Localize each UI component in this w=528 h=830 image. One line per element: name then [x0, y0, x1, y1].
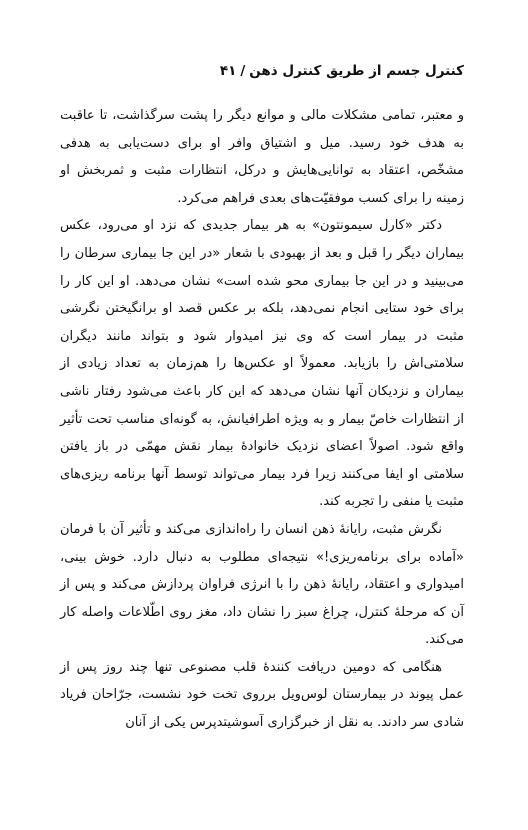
page-number: ۴۱	[219, 63, 237, 79]
chapter-title: کنترل جسم از طریق کنترل ذهن	[249, 63, 464, 79]
paragraph-1: و معتبر، تمامی مشکلات مالی و موانع دیگر را پشت سرگذاشت، تا عاقبت به هدف خود رسید. میل و اشتیاق وافر او برای دست‌یابی به هدفی مشخّص، اعتقاد به توانایی‌هایش و درکل، انتظارات مثبت و ثمربخش او زمینه را برای کسب موفقیّت‌های بعدی فراهم می‌کرد.	[60, 108, 464, 206]
paragraph-4: هنگامی که دومین دریافت کنندهٔ قلب مصنوعی تنها چند روز پس از عمل پیوند در بیمارستان لوس‌ویل برروی تخت خود نشست، جرّاحان فریاد شادی سر دادند. به نقل از خبرگزاری آسوشیتدپرس یکی از آنان	[60, 659, 464, 731]
running-header	[60, 60, 464, 82]
header-separator: /	[240, 63, 246, 79]
body-text	[60, 102, 464, 737]
paragraph-3: نگرش مثبت، رایانهٔ ذهن انسان را راه‌اندازی می‌کند و تأثیر آن با فرمان «آماده برای برنامه‌ریزی!» نتیجه‌ای مطلوب به دنبال دارد. خوش بینی، امیدواری و اعتقاد، رایانهٔ ذهن را با انرژی فراوان پردازش می‌کند و پس از آن که مرحلهٔ کنترل، چراغ سبز را نشان داد، مغز روی اطّلاعات واصله کار می‌کند.	[60, 521, 464, 648]
paragraph-2: دکتر «کارل سیمونتون» به هر بیمار جدیدی که نزد او می‌رود، عکس بیماران دیگر را قبل و بعد از بهبودی با شعار «در این جا بیماری سرطان را می‌بینید و در این جا بیماری محو شده است» نشان می‌دهد. او این کار را برای خود ستایی انجام نمی‌دهد، بلکه بر عکس قصد او برانگیختن نگرشی مثبت در بیمار است که وی نیز امیدوار شود و بتواند مانند دیگران سلامتی‌اش را بازیابد. معمولاً او عکس‌ها را هم‌زمان به تعداد زیادی از بیماران و نزدیکان آنها نشان می‌دهد که این کار باعث می‌شود رفتار ناشی از انتظارات خاصّ بیمار و به ویژه اطرافیانش، به گونه‌ای مناسب تحت تأثیر واقع شود. اصولاً اعضای نزدیک خانوادهٔ بیمار نقش مهمّی در باز یافتن سلامتی او ایفا می‌کنند زیرا فرد بیمار می‌تواند توسط آنها برنامه ریزی‌های مثبت یا منفی را تجربه کند.	[60, 218, 464, 510]
